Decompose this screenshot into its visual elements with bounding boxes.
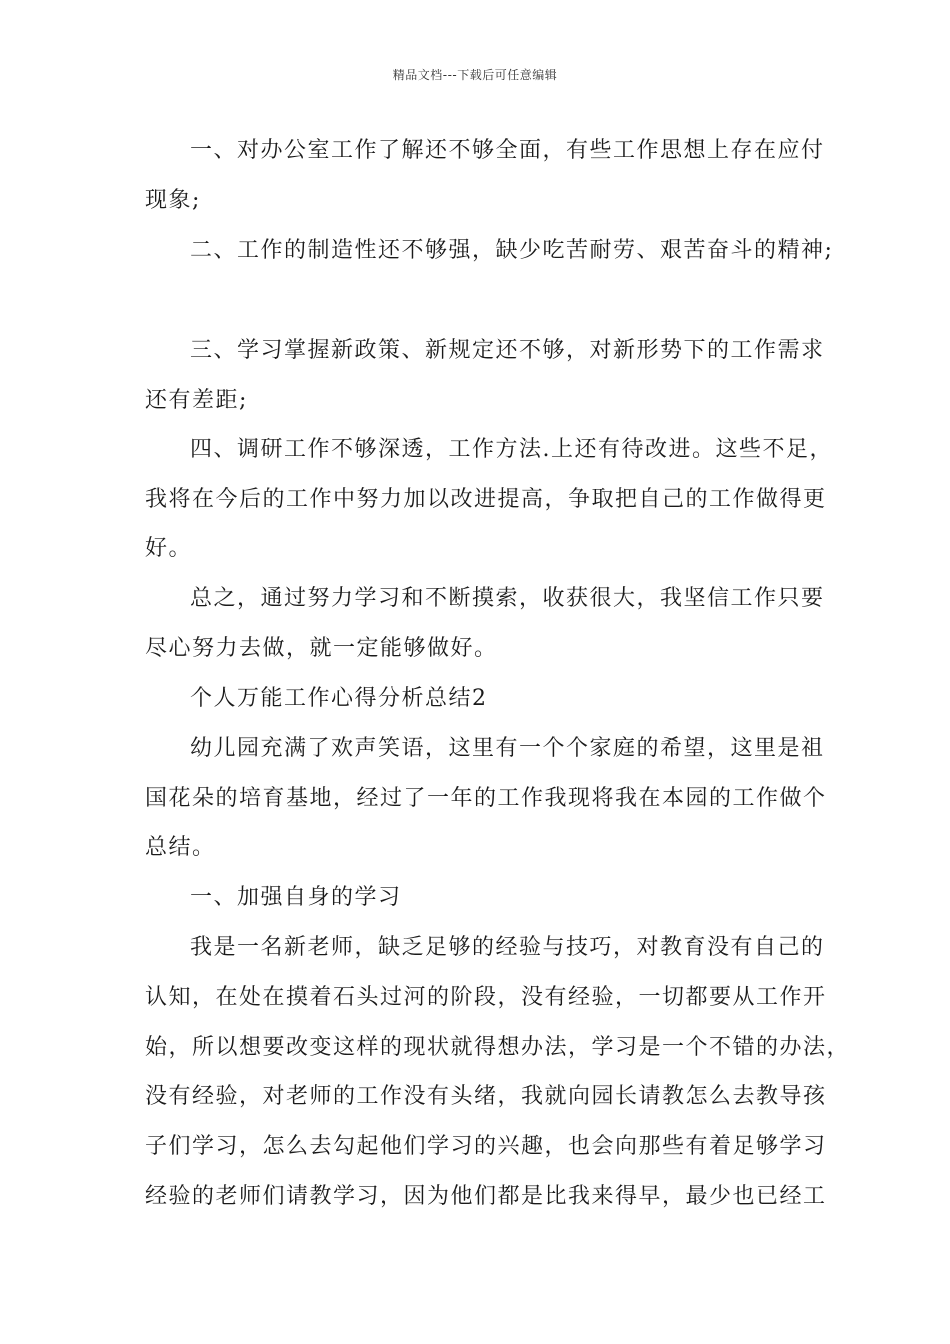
paragraph-line: 总结。 [145,835,216,860]
paragraph-line: 还有差距; [145,388,248,413]
paragraph-line: 经验的老师们请教学习，因为他们都是比我来得早，最少也已经工 [145,1184,827,1209]
paragraph-line: 子们学习，怎么去勾起他们学习的兴趣，也会向那些有着足够学习 [145,1134,827,1159]
section-heading: 个人万能工作心得分析总结2 [190,686,488,711]
paragraph-line: 现象; [145,188,201,213]
page-header: 精品文档---下载后可任意编辑 [392,68,558,82]
paragraph-line: 我是一名新老师，缺乏足够的经验与技巧，对教育没有自己的 [190,935,825,960]
paragraph-line: 国花朵的培育基地，经过了一年的工作我现将我在本园的工作做个 [145,786,827,811]
paragraph-line: 二、工作的制造性还不够强，缺少吃苦耐劳、艰苦奋斗的精神; [190,238,834,263]
paragraph-line: 总之，通过努力学习和不断摸索，收获很大，我坚信工作只要 [190,586,825,611]
section-heading: 一、加强自身的学习 [190,885,402,910]
paragraph-line: 好。 [145,536,193,561]
paragraph-line: 认知，在处在摸着石头过河的阶段，没有经验，一切都要从工作开 [145,985,827,1010]
paragraph-line: 三、学习掌握新政策、新规定还不够，对新形势下的工作需求 [190,338,825,363]
paragraph-line: 四、调研工作不够深透，工作方法.上还有待改进。这些不足， [190,437,833,462]
paragraph-line: 我将在今后的工作中努力加以改进提高，争取把自己的工作做得更 [145,487,827,512]
paragraph-line: 尽心努力去做，就一定能够做好。 [145,636,498,661]
paragraph-line: 没有经验，对老师的工作没有头绪，我就向园长请教怎么去教导孩 [145,1084,827,1109]
paragraph-line: 幼儿园充满了欢声笑语，这里有一个个家庭的希望，这里是祖 [190,736,825,761]
paragraph-line: 始，所以想要改变这样的现状就得想办法，学习是一个不错的办法， [145,1035,851,1060]
paragraph-line: 一、对办公室工作了解还不够全面，有些工作思想上存在应付 [190,138,825,163]
